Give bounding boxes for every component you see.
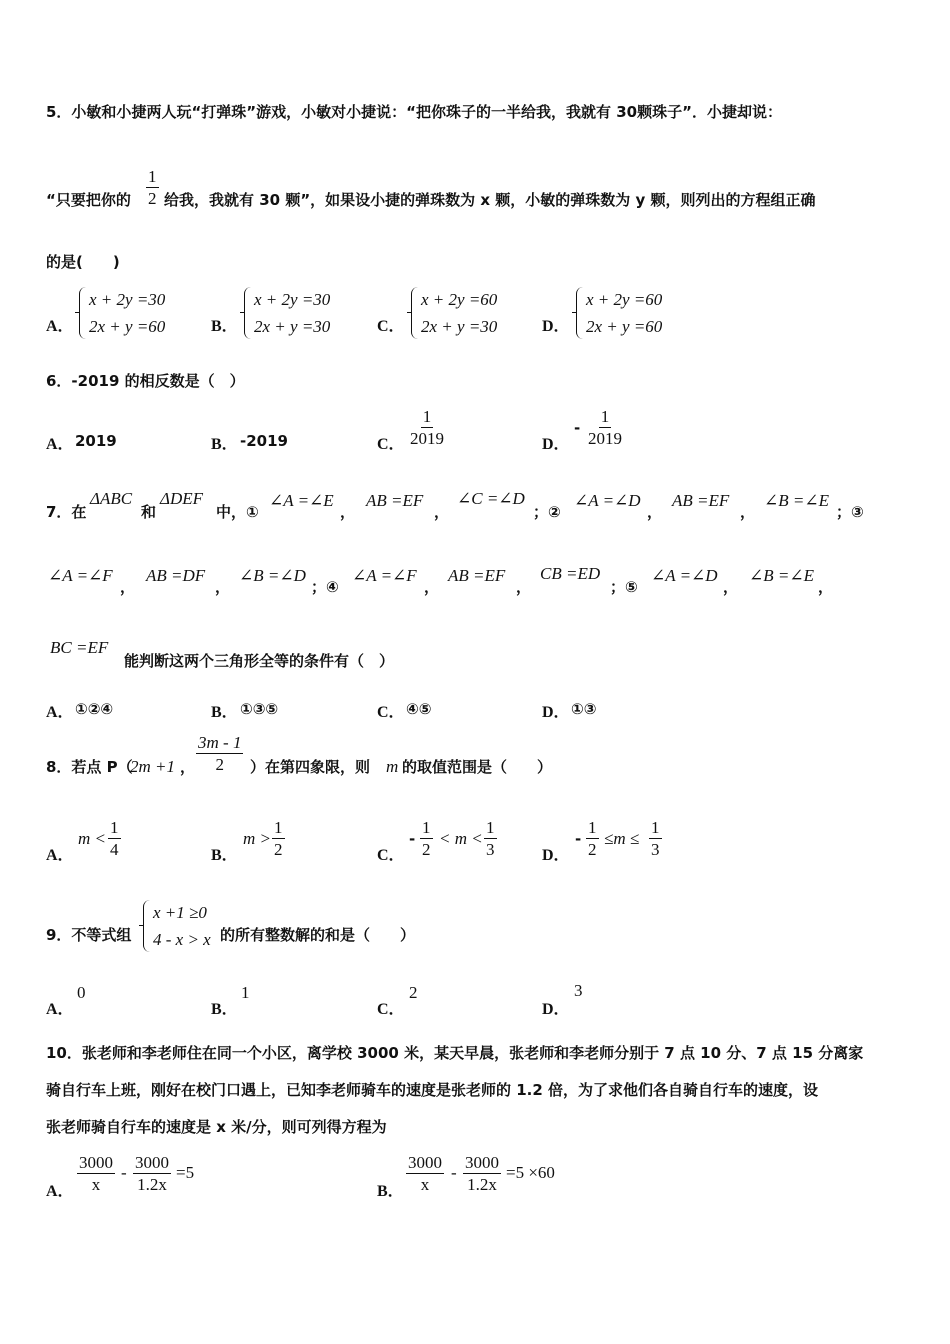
- q5-fraction: [146, 166, 159, 209]
- q7-cond1-a: ∠A =∠E: [269, 491, 334, 510]
- q5-option-c-system[interactable]: [411, 287, 521, 341]
- q7-cond3-b: AB =DF: [146, 566, 206, 585]
- q7-option-c-label[interactable]: C．: [377, 704, 405, 721]
- q7-cond4-b: AB =EF: [448, 566, 506, 585]
- q8-comma: ，: [180, 758, 196, 776]
- q8-pre: 8．若点 P（: [46, 758, 133, 776]
- q5-fraction-den: 2: [148, 189, 157, 208]
- q10-option-a-num2: 3000: [135, 1153, 169, 1172]
- q7-num-5: ；⑤: [610, 578, 638, 596]
- q7-comma: ，: [647, 503, 663, 521]
- q5-option-b-eq1: x + 2y =30: [254, 290, 331, 309]
- q6-option-d-label[interactable]: D．: [542, 436, 570, 453]
- q7-cond1-c: ∠C =∠D: [457, 489, 525, 508]
- q6-option-d-num: 1: [600, 407, 610, 426]
- q8-option-a-expr[interactable]: m <: [78, 829, 106, 848]
- q10-option-a-den2: 1.2x: [137, 1175, 167, 1194]
- q10-option-b-num1: 3000: [408, 1153, 442, 1172]
- q6-stem: 6．-2019 的相反数是（ ）: [46, 372, 245, 390]
- q10-option-a-num1: 3000: [79, 1153, 113, 1172]
- brace-icon: [143, 900, 150, 952]
- q8-option-a-fraction[interactable]: [108, 817, 121, 860]
- q10-option-b-fraction1[interactable]: [406, 1152, 444, 1195]
- q7-pre: 7．在: [46, 503, 87, 521]
- q7-cond5-c: BC =EF: [50, 638, 109, 657]
- q10-option-a-label[interactable]: A．: [46, 1183, 74, 1200]
- q8-option-d-sign: -: [575, 830, 582, 848]
- q8-option-a-den: 4: [110, 840, 119, 859]
- q10-option-a-rhs: =5: [176, 1163, 195, 1182]
- q7-mid: 中，①: [216, 503, 259, 521]
- q10-option-a-den1: x: [91, 1175, 101, 1194]
- q8-option-c-fraction2[interactable]: [484, 817, 497, 860]
- q7-cond1-b: AB =EF: [366, 491, 424, 510]
- q9-post: 的所有整数解的和是（ ）: [220, 926, 416, 944]
- q8-option-c-num2: 1: [486, 818, 495, 837]
- q6-option-d-sign: -: [574, 419, 581, 437]
- q5-stem-line1: 5．小敏和小捷两人玩“打弹珠”游戏，小敏对小捷说：“把你珠子的一半给我，我就有 30颗珠子”．小捷却说：: [46, 103, 782, 121]
- q10-option-b-label[interactable]: B．: [377, 1183, 404, 1200]
- q7-num-4: ；④: [311, 578, 339, 596]
- q7-cond2-c: ∠B =∠E: [764, 491, 829, 510]
- q8-option-c-den1: 2: [422, 840, 431, 859]
- q7-tail: 能判断这两个三角形全等的条件有（ ）: [124, 652, 395, 670]
- q7-cond5-a: ∠A =∠D: [651, 566, 718, 585]
- q7-comma: ，: [215, 578, 231, 596]
- q7-comma: ，: [516, 578, 532, 596]
- q5-option-a-eq1: x + 2y =30: [89, 290, 166, 309]
- q8-option-c-sign: -: [409, 830, 416, 848]
- q10-option-b-fraction2[interactable]: [463, 1152, 501, 1195]
- q7-option-c-text[interactable]: ④⑤: [406, 700, 432, 718]
- q5-option-c-eq1: x + 2y =60: [421, 290, 498, 309]
- q5-option-d-eq1: x + 2y =60: [586, 290, 663, 309]
- q8-option-c-num1: 1: [422, 818, 431, 837]
- q7-comma: ，: [120, 578, 136, 596]
- q6-option-a-label[interactable]: A．: [46, 436, 74, 453]
- q8-option-d-fraction1[interactable]: [586, 817, 599, 860]
- q5-stem-line2-pre: “只要把你的: [46, 191, 131, 209]
- q7-comma: ，: [340, 503, 356, 521]
- q10-stem-line1: 10．张老师和李老师住在同一个小区，离学校 3000 米，某天早晨，张老师和李老师分别于 7 点 10 分、7 点 15 分离家: [46, 1044, 864, 1062]
- q9-inequality-2: 4 - x > x: [153, 930, 211, 949]
- q9-option-d-text[interactable]: 3: [574, 981, 583, 1000]
- q9-option-d-label[interactable]: D．: [542, 1001, 570, 1018]
- q7-comma: ，: [818, 578, 834, 596]
- q6-option-b-text[interactable]: -2019: [240, 432, 288, 450]
- q7-num-3: ；③: [836, 503, 864, 521]
- q8-option-c-label[interactable]: C．: [377, 847, 405, 864]
- q8-option-b-label[interactable]: B．: [211, 847, 238, 864]
- q9-option-c-label[interactable]: C．: [377, 1001, 405, 1018]
- q7-cond5-b: ∠B =∠E: [749, 566, 814, 585]
- q9-option-a-text[interactable]: 0: [77, 983, 86, 1002]
- q8-coord-x: 2m +1: [130, 757, 175, 776]
- q6-option-c-fraction[interactable]: [408, 406, 446, 449]
- q5-option-b-eq2: 2x + y =30: [254, 317, 331, 336]
- q8-option-b-num: 1: [274, 818, 283, 837]
- q5-stem-line2-post: 给我，我就有 30 颗”，如果设小捷的弹珠数为 x 颗，小敏的弹珠数为 y 颗，则列出的方程组正确: [164, 191, 816, 209]
- q8-variable-m: m: [386, 757, 399, 776]
- q7-cond4-a: ∠A =∠F: [352, 566, 417, 585]
- q7-cond2-a: ∠A =∠D: [574, 491, 641, 510]
- q5-option-d-eq2: 2x + y =60: [586, 317, 663, 336]
- q10-option-b-num2: 3000: [465, 1153, 499, 1172]
- q7-comma: ，: [740, 503, 756, 521]
- q5-option-c-label[interactable]: C．: [377, 318, 405, 335]
- q9-pre: 9．不等式组: [46, 926, 132, 944]
- q10-stem-line3: 张老师骑自行车的速度是 x 米/分，则可列得方程为: [46, 1118, 387, 1136]
- q8-option-a-num: 1: [110, 818, 119, 837]
- q7-and: 和: [141, 503, 157, 521]
- q7-option-d-text[interactable]: ①③: [571, 700, 597, 718]
- q8-option-d-num2: 1: [651, 818, 660, 837]
- q5-fraction-num: 1: [148, 167, 157, 186]
- q10-option-a-fraction1[interactable]: [77, 1152, 115, 1195]
- q7-option-b-text[interactable]: ①③⑤: [240, 700, 279, 718]
- q5-option-c-eq2: 2x + y =30: [421, 317, 498, 336]
- q9-option-a-label[interactable]: A．: [46, 1001, 74, 1018]
- q8-option-d-mid: ≤m ≤: [604, 829, 640, 848]
- q7-num-2: ；②: [533, 503, 561, 521]
- q7-option-a-text[interactable]: ①②④: [75, 700, 114, 718]
- q9-option-b-label[interactable]: B．: [211, 1001, 238, 1018]
- q6-option-a-text[interactable]: 2019: [75, 432, 117, 450]
- brace-icon: [411, 287, 418, 339]
- q7-comma: ，: [723, 578, 739, 596]
- q9-option-c-text[interactable]: 2: [409, 983, 418, 1002]
- q9-inequality-system: [143, 900, 223, 954]
- brace-icon: [576, 287, 583, 339]
- q8-option-b-expr[interactable]: m >: [243, 829, 271, 848]
- brace-icon: [79, 287, 86, 339]
- q8-option-c-den2: 3: [486, 840, 495, 859]
- q7-comma: ，: [434, 503, 450, 521]
- q5-stem-line3: 的是( ): [46, 253, 120, 271]
- q7-comma: ，: [424, 578, 440, 596]
- q6-option-d-fraction[interactable]: [586, 406, 624, 449]
- q10-option-b-minus: -: [451, 1163, 457, 1182]
- q8-option-d-fraction2[interactable]: [649, 817, 662, 860]
- q10-option-b-den2: 1.2x: [467, 1175, 497, 1194]
- q9-inequality-1: x +1 ≥0: [153, 903, 207, 922]
- q10-option-b-rhs: =5 ×60: [506, 1163, 555, 1182]
- q8-option-d-den2: 3: [651, 840, 660, 859]
- q7-cond3-c: ∠B =∠D: [239, 566, 306, 585]
- q7-option-d-label[interactable]: D．: [542, 704, 570, 721]
- q7-triangle-def: ΔDEF: [160, 489, 204, 508]
- q6-option-c-num: 1: [422, 407, 432, 426]
- q7-triangle-abc: ΔABC: [90, 489, 133, 508]
- q8-option-d-den1: 2: [588, 840, 597, 859]
- q6-option-c-label[interactable]: C．: [377, 436, 405, 453]
- q8-option-a-label[interactable]: A．: [46, 847, 74, 864]
- q6-option-c-den: 2019: [410, 429, 444, 448]
- q5-option-a-system[interactable]: [79, 287, 189, 341]
- q9-option-b-text[interactable]: 1: [241, 983, 250, 1002]
- q8-option-c-fraction1[interactable]: [420, 817, 433, 860]
- q8-option-b-den: 2: [274, 840, 283, 859]
- q5-option-b-system[interactable]: [244, 287, 354, 341]
- q5-option-a-label[interactable]: A．: [46, 318, 74, 335]
- brace-icon: [244, 287, 251, 339]
- q8-option-d-num1: 1: [588, 818, 597, 837]
- q10-option-a-fraction2[interactable]: [133, 1152, 171, 1195]
- q8-post-b: 的取值范围是（ ）: [402, 758, 553, 776]
- q8-coord-y-den: 2: [215, 755, 224, 774]
- q6-option-b-label[interactable]: B．: [211, 436, 238, 453]
- q5-option-d-system[interactable]: [576, 287, 686, 341]
- q7-cond3-a: ∠A =∠F: [48, 566, 113, 585]
- q5-option-a-eq2: 2x + y =60: [89, 317, 166, 336]
- q8-option-c-mid: < m <: [439, 829, 483, 848]
- q8-coord-y-num: 3m - 1: [198, 733, 242, 752]
- q8-post-a: ）在第四象限，则: [250, 758, 371, 776]
- q8-option-d-label[interactable]: D．: [542, 847, 570, 864]
- q8-option-b-fraction[interactable]: [272, 817, 285, 860]
- q7-cond4-c: CB =ED: [540, 564, 601, 583]
- q7-cond2-b: AB =EF: [672, 491, 730, 510]
- q6-option-d-den: 2019: [588, 429, 622, 448]
- q5-option-d-label[interactable]: D．: [542, 318, 570, 335]
- q5-option-b-label[interactable]: B．: [211, 318, 238, 335]
- q7-option-b-label[interactable]: B．: [211, 704, 238, 721]
- q8-coord-y-fraction: [196, 732, 243, 775]
- q7-option-a-label[interactable]: A．: [46, 704, 74, 721]
- q10-stem-line2: 骑自行车上班，刚好在校门口遇上，已知李老师骑车的速度是张老师的 1.2 倍，为了求他们各自骑自行车的速度，设: [46, 1081, 819, 1099]
- q10-option-a-minus: -: [121, 1163, 127, 1182]
- q10-option-b-den1: x: [420, 1175, 430, 1194]
